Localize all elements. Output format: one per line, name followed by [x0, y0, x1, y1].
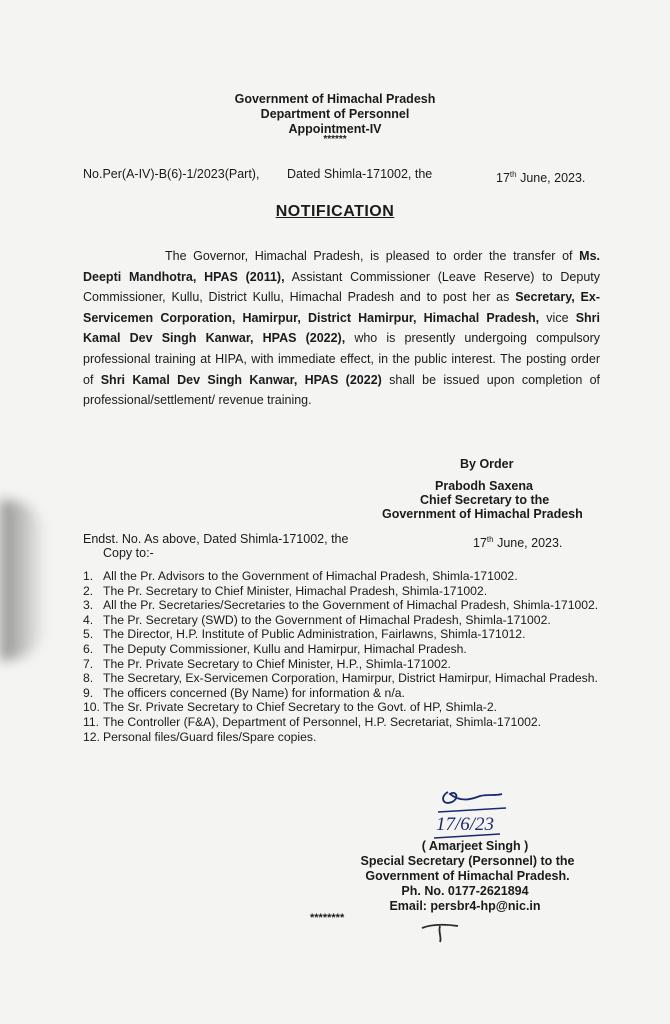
header-section: Appointment-IV — [288, 122, 382, 136]
endorsement-date — [473, 531, 562, 552]
reference-date — [496, 166, 585, 187]
reference-month-year: June, 2023. — [520, 171, 586, 186]
endorsement-day: 17 — [473, 536, 487, 551]
endorsement-month-year: June, 2023. — [497, 536, 563, 551]
notification-title — [0, 203, 670, 221]
notification-title-text: NOTIFICATION — [275, 203, 395, 220]
footer-stars: ******** — [310, 912, 345, 924]
body-text-2: Assistant Commissioner (Leave Reserve) to Deputy Commissioner, Kullu, District Kullu, Himachal Pradesh and to post her as — [83, 269, 600, 305]
signature-stroke — [443, 792, 502, 803]
copy-item-text: The Deputy Commissioner, Kullu and Hamirpur, Himachal Pradesh. — [103, 641, 467, 656]
officer-name: ( Amarjeet Singh ) — [421, 839, 529, 853]
copy-item-number: 4. — [83, 612, 94, 627]
officer-office: Government of Himachal Pradesh. — [365, 869, 570, 883]
copy-item-text: All the Pr. Advisors to the Government of Himachal Pradesh, Shimla-171002. — [103, 569, 518, 583]
officer-designation: Special Secretary (Personnel) to the — [360, 854, 575, 868]
reference-day: 17 — [496, 171, 510, 186]
copy-list-item — [83, 687, 600, 701]
copy-item-number: 2. — [83, 583, 94, 598]
header-department: Department of Personnel — [260, 107, 410, 121]
copy-list-item — [83, 672, 600, 686]
signature-underline — [438, 808, 506, 812]
body-text-1: The Governor, Himachal Pradesh, is pleased to order the transfer of — [165, 249, 573, 263]
copy-list-item — [83, 658, 600, 672]
copy-list-item — [83, 614, 600, 628]
header-stars: ****** — [323, 134, 347, 145]
handwritten-signature — [430, 782, 520, 842]
initials-stroke — [422, 925, 458, 942]
initials-mark — [418, 918, 468, 948]
notification-body — [83, 246, 600, 411]
copy-list — [83, 570, 600, 745]
officer-phone: Ph. No. 0177-2621894 — [401, 884, 529, 898]
body-text-5: shall be issued upon completion of professional/settlement/ revenue training. — [83, 372, 601, 408]
copy-item-number: 5. — [83, 627, 94, 642]
reference-day-suffix: th — [509, 170, 517, 179]
copy-item-text: The Pr. Private Secretary to Chief Minister, H.P., Shimla-171002. — [103, 656, 451, 671]
copy-item-text: The Controller (F&A), Department of Personnel, H.P. Secretariat, Shimla-171002. — [103, 714, 542, 729]
copy-item-number: 10. — [83, 700, 100, 715]
reference-number: No.Per(A-IV)-B(6)-1/2023(Part), — [83, 167, 260, 181]
posting-post: Secretary, Ex-Servicemen Corporation, Hamirpur, District Hamirpur, Himachal Pradesh, — [83, 290, 601, 325]
copy-list-item — [83, 599, 600, 613]
officer-name-3: Shri Kamal Dev Singh Kanwar, HPAS (2022) — [100, 372, 382, 387]
copy-list-item — [83, 731, 600, 745]
endorsement-number: Endst. No. As above, Dated Shimla-171002, the — [83, 532, 349, 546]
copy-list-item — [83, 628, 600, 642]
copy-list-item — [83, 716, 600, 730]
copy-item-number: 1. — [83, 569, 94, 583]
signatory-designation: Chief Secretary to the — [420, 493, 550, 507]
endorsement-day-suffix: th — [486, 535, 494, 544]
handwritten-date: 17/6/23 — [436, 814, 495, 835]
copy-item-number: 3. — [83, 598, 94, 613]
officer-name-2: Shri Kamal Dev Singh Kanwar, HPAS (2022), — [83, 310, 600, 346]
copy-item-text: The officers concerned (By Name) for information & n/a. — [103, 685, 405, 700]
copy-item-text: The Director, H.P. Institute of Public Administration, Fairlawns, Shimla-171012. — [103, 627, 526, 642]
copy-item-text: The Sr. Private Secretary to Chief Secretary to the Govt. of HP, Shimla-2. — [103, 700, 498, 715]
header-government: Government of Himachal Pradesh — [234, 92, 436, 106]
copy-list-item — [83, 701, 600, 715]
copy-list-item — [83, 585, 600, 599]
signatory-office: Government of Himachal Pradesh — [382, 507, 583, 521]
copy-item-number: 12. — [83, 729, 100, 744]
body-text-4: who is presently undergoing compulsory professional training at HIPA, with immediate effect, in the public interest. The posting order of — [83, 331, 600, 387]
copy-item-number: 11. — [83, 714, 100, 729]
officer-name-1: Ms. Deepti Mandhotra, HPAS (2011), — [83, 249, 600, 284]
copy-item-number: 9. — [83, 685, 94, 700]
body-text-3: vice — [539, 310, 576, 325]
reference-dated: Dated Shimla-171002, the — [287, 167, 433, 181]
copy-item-text: All the Pr. Secretaries/Secretaries to the Government of Himachal Pradesh, Shimla-171002. — [103, 598, 599, 613]
copy-item-text: The Secretary, Ex-Servicemen Corporation, Hamirpur, District Hamirpur, Himachal Pradesh. — [103, 671, 598, 686]
officer-email: Email: persbr4-hp@nic.in — [389, 899, 541, 913]
signatory-name: Prabodh Saxena — [435, 479, 533, 493]
copy-item-number: 6. — [83, 641, 94, 656]
copy-item-text: The Pr. Secretary to Chief Minister, Himachal Pradesh, Shimla-171002. — [103, 583, 488, 598]
copy-item-number: 7. — [83, 656, 94, 671]
copy-list-item — [83, 643, 600, 657]
scan-shadow — [0, 500, 46, 660]
copy-item-text: The Pr. Secretary (SWD) to the Government of Himachal Pradesh, Shimla-171002. — [103, 612, 551, 627]
copy-to-label: Copy to:- — [103, 546, 154, 560]
copy-item-number: 8. — [83, 671, 94, 686]
copy-list-item — [83, 570, 600, 584]
copy-item-text: Personal files/Guard files/Spare copies. — [103, 729, 317, 744]
by-order: By Order — [460, 457, 514, 471]
